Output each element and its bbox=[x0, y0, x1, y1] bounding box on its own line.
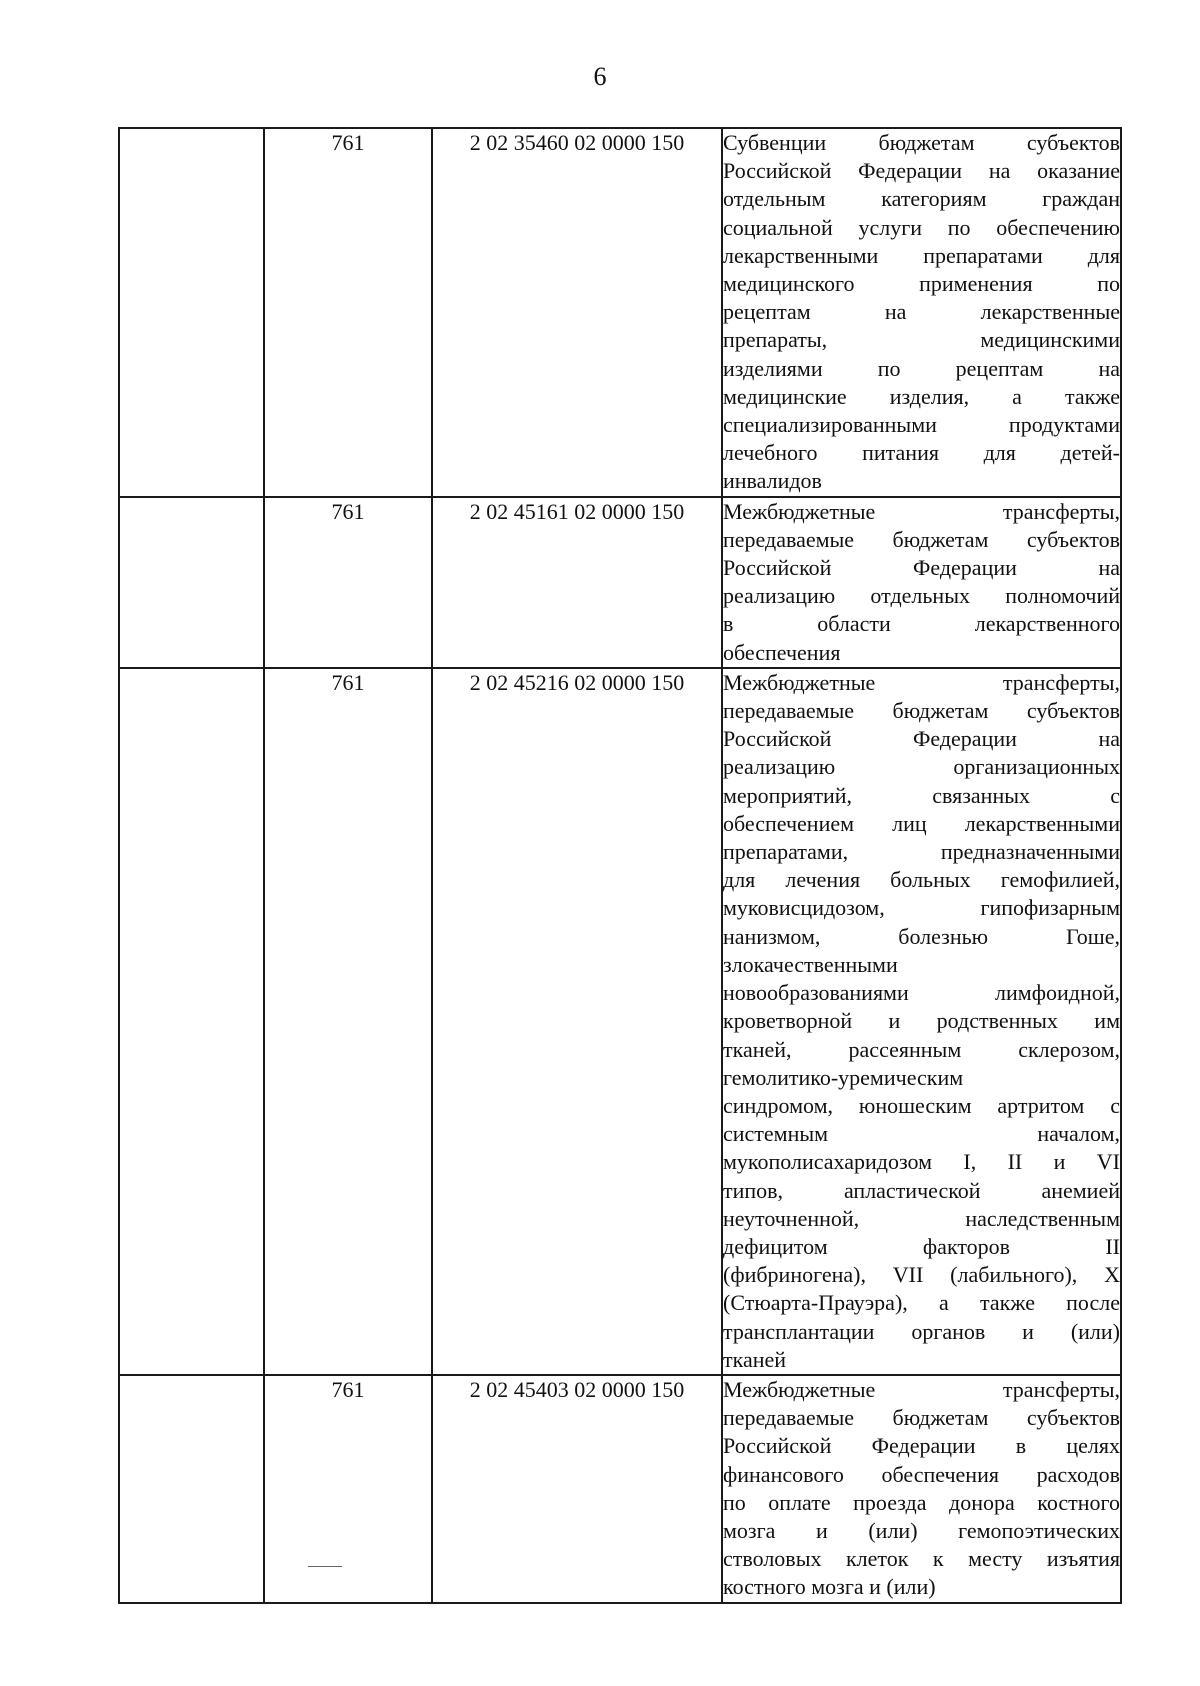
revenue-name-line: неуточненной, наследственным bbox=[723, 1205, 1120, 1231]
budget-classification-code-cell: 2 02 45161 02 0000 150 bbox=[432, 497, 722, 668]
revenue-name-line: инвалидов bbox=[723, 468, 822, 494]
budget-classification-code-cell: 2 02 45403 02 0000 150 bbox=[432, 1375, 722, 1603]
page-number: 6 bbox=[593, 62, 607, 91]
revenue-name-line: отдельным категориям граждан bbox=[723, 186, 1120, 212]
revenue-name-line: передаваемые бюджетам субъектов bbox=[723, 698, 1120, 724]
revenue-name-line: реализацию отдельных полномочий bbox=[723, 583, 1120, 609]
revenue-name-line: системным началом, bbox=[723, 1121, 1120, 1147]
revenue-name-line: для лечения больных гемофилией, bbox=[723, 867, 1120, 893]
empty-cell bbox=[119, 668, 264, 1375]
table-body bbox=[119, 128, 1121, 1603]
revenue-name-line: дефицитом факторов II bbox=[723, 1233, 1120, 1259]
revenue-name-line: рецептам на лекарственные bbox=[723, 299, 1120, 325]
revenue-name-line: передаваемые бюджетам субъектов bbox=[723, 1405, 1120, 1431]
revenue-name-line: кроветворной и родственных им bbox=[723, 1008, 1120, 1034]
revenue-name-line: Российской Федерации на bbox=[723, 726, 1120, 752]
revenue-name-line: (Стюарта-Прауэра), а также после bbox=[723, 1290, 1120, 1316]
revenue-name-line: лечебного питания для детей- bbox=[723, 440, 1120, 466]
revenue-name-cell bbox=[722, 128, 1121, 497]
empty-cell bbox=[119, 497, 264, 668]
table-row bbox=[119, 497, 1121, 668]
revenue-name-line: мукополисахаридозом I, II и VI bbox=[723, 1149, 1120, 1175]
empty-cell bbox=[119, 128, 264, 497]
revenue-name-line: тканей, рассеянным склерозом, bbox=[723, 1036, 1120, 1062]
chapter-code-cell: 761 bbox=[264, 497, 432, 668]
revenue-name-line: обеспечением лиц лекарственными bbox=[723, 810, 1120, 836]
revenue-name-line: Российской Федерации на оказание bbox=[723, 158, 1120, 184]
chapter-code-cell: 761 bbox=[264, 668, 432, 1375]
revenue-name-line: тканей bbox=[723, 1346, 787, 1372]
revenue-name-line: типов, апластической анемией bbox=[723, 1177, 1120, 1203]
revenue-name-line: медицинского применения по bbox=[723, 271, 1120, 297]
revenue-name-line: Российской Федерации в целях bbox=[723, 1433, 1120, 1459]
empty-cell bbox=[119, 1375, 264, 1603]
revenue-name-cell bbox=[722, 497, 1121, 668]
revenue-name-line: новообразованиями лимфоидной, bbox=[723, 980, 1120, 1006]
revenue-name-line: Межбюджетные трансферты, bbox=[723, 669, 1120, 695]
revenue-name-line: социальной услуги по обеспечению bbox=[723, 214, 1120, 240]
revenue-name-line: Межбюджетные трансферты, bbox=[723, 1376, 1120, 1402]
revenue-name-line: финансового обеспечения расходов bbox=[723, 1461, 1120, 1487]
revenue-name-line: Межбюджетные трансферты, bbox=[723, 498, 1120, 524]
revenue-name-line: муковисцидозом, гипофизарным bbox=[723, 895, 1120, 921]
revenue-name-line: (фибриногена), VII (лабильного), X bbox=[723, 1262, 1120, 1288]
revenue-name-line: Субвенции бюджетам субъектов bbox=[723, 130, 1120, 155]
revenue-name-line: злокачественными bbox=[723, 951, 898, 977]
revenue-name-line: нанизмом, болезнью Гоше, bbox=[723, 923, 1120, 949]
revenue-name-line: синдромом, юношеским артритом с bbox=[723, 1092, 1120, 1118]
revenue-name-line: препараты, медицинскими bbox=[723, 327, 1120, 353]
budget-classification-code-cell: 2 02 45216 02 0000 150 bbox=[432, 668, 722, 1375]
revenue-name-line: препаратами, предназначенными bbox=[723, 839, 1120, 865]
revenue-name-line: трансплантации органов и (или) bbox=[723, 1318, 1120, 1344]
table-row bbox=[119, 1375, 1121, 1603]
table-row bbox=[119, 128, 1121, 497]
chapter-code-cell: 761 bbox=[264, 1375, 432, 1603]
table-row bbox=[119, 668, 1121, 1375]
revenue-name-line: передаваемые бюджетам субъектов bbox=[723, 526, 1120, 552]
revenue-name-line: специализированными продуктами bbox=[723, 412, 1120, 438]
budget-classification-code-cell: 2 02 35460 02 0000 150 bbox=[432, 128, 722, 497]
revenue-name-line: стволовых клеток к месту изъятия bbox=[723, 1546, 1120, 1572]
revenue-name-line: реализацию организационных bbox=[723, 754, 1120, 780]
revenue-name-line: медицинские изделия, а также bbox=[723, 383, 1120, 409]
revenue-name-line: обеспечения bbox=[723, 639, 841, 665]
revenue-name-cell bbox=[722, 1375, 1121, 1603]
revenue-name-line: по оплате проезда донора костного bbox=[723, 1489, 1120, 1515]
revenue-name-line: костного мозга и (или) bbox=[723, 1574, 936, 1600]
revenue-name-line: Российской Федерации на bbox=[723, 555, 1120, 581]
revenue-name-line: гемолитико-уремическим bbox=[723, 1064, 964, 1090]
budget-codes-table bbox=[118, 127, 1122, 1604]
revenue-name-cell bbox=[722, 668, 1121, 1375]
scan-artifact-mark bbox=[308, 1566, 342, 1567]
revenue-name-line: изделиями по рецептам на bbox=[723, 355, 1120, 381]
revenue-name-line: мозга и (или) гемопоэтических bbox=[723, 1517, 1120, 1543]
chapter-code-cell: 761 bbox=[264, 128, 432, 497]
revenue-name-line: мероприятий, связанных с bbox=[723, 782, 1120, 808]
revenue-name-line: лекарственными препаратами для bbox=[723, 242, 1120, 268]
revenue-name-line: в области лекарственного bbox=[723, 611, 1120, 637]
